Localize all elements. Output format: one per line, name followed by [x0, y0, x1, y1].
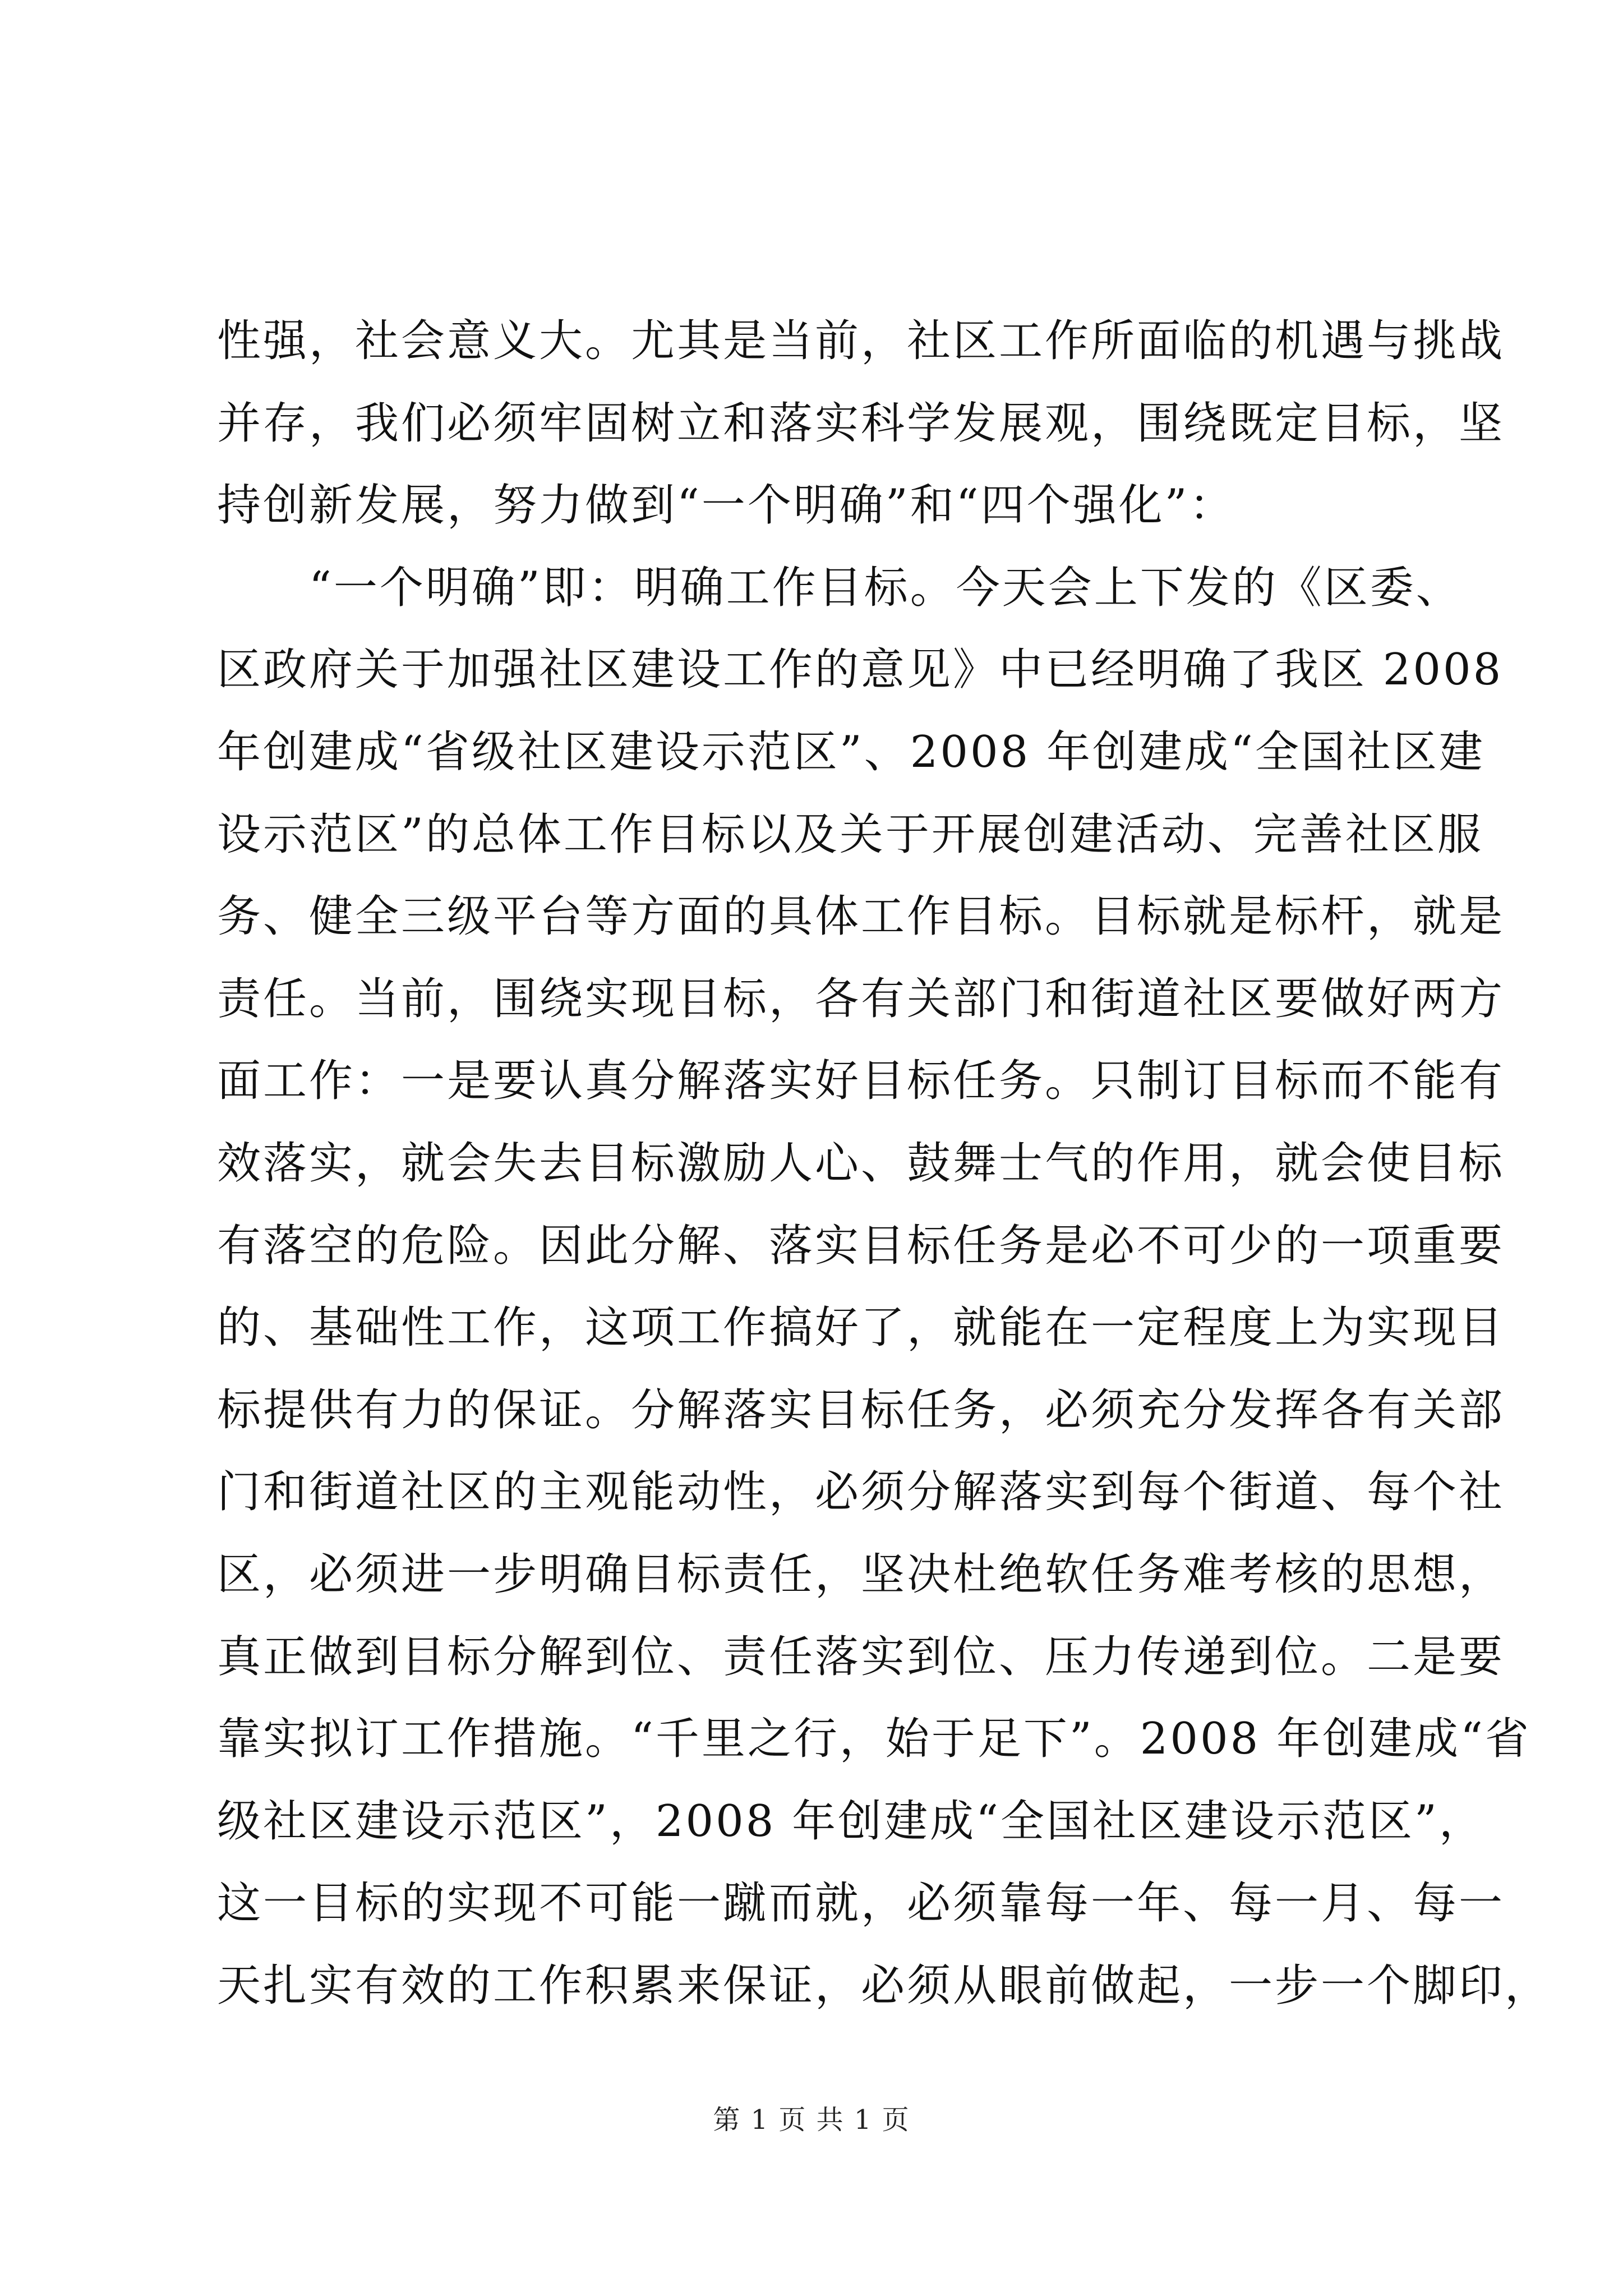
text-line: 性强，社会意义大。尤其是当前，社区工作所面临的机遇与挑战 — [217, 316, 1505, 366]
text-line: 年创建成“省级社区建设示范区”、2008 年创建成“全国社区建 — [217, 726, 1485, 777]
text-line: 这一目标的实现不可能一蹴而就，必须靠每一年、每一月、每一 — [217, 1878, 1505, 1929]
page-number-footer: 第 1 页 共 1 页 — [713, 2104, 910, 2136]
text-line: 真正做到目标分解到位、责任落实到位、压力传递到位。二是要 — [217, 1631, 1505, 1682]
text-line: 效落实，就会失去目标激励人心、鼓舞士气的作用，就会使目标 — [217, 1138, 1505, 1189]
text-line: “一个明确”即：明确工作目标。今天会上下发的《区委、 — [217, 562, 1462, 613]
text-line: 的、基础性工作，这项工作搞好了，就能在一定程度上为实现目 — [217, 1303, 1505, 1354]
text-line: 务、健全三级平台等方面的具体工作目标。目标就是标杆，就是 — [217, 891, 1505, 942]
text-line: 区政府关于加强社区建设工作的意见》中已经明确了我区 2008 — [217, 645, 1504, 696]
text-line: 责任。当前，围绕实现目标，各有关部门和街道社区要做好两方 — [217, 973, 1505, 1024]
text-line: 区，必须进一步明确目标责任，坚决杜绝软任务难考核的思想， — [217, 1549, 1505, 1600]
text-line: 靠实拟订工作措施。“千里之行，始于足下”。2008 年创建成“省 — [217, 1714, 1531, 1765]
text-line: 面工作：一是要认真分解落实好目标任务。只制订目标而不能有 — [217, 1056, 1505, 1107]
text-line: 天扎实有效的工作积累来保证，必须从眼前做起，一步一个脚印， — [217, 1960, 1551, 2011]
text-line: 标提供有力的保证。分解落实目标任务，必须充分发挥各有关部 — [217, 1384, 1505, 1435]
text-line: 门和街道社区的主观能动性，必须分解落实到每个街道、每个社 — [217, 1467, 1505, 1518]
text-line: 有落空的危险。因此分解、落实目标任务是必不可少的一项重要 — [217, 1220, 1505, 1271]
body-text — [217, 300, 1551, 2027]
text-line: 持创新发展，努力做到“一个明确”和“四个强化”： — [217, 480, 1235, 531]
text-line: 并存，我们必须牢固树立和落实科学发展观，围绕既定目标，坚 — [217, 398, 1505, 449]
text-line: 设示范区”的总体工作目标以及关于开展创建活动、完善社区服 — [217, 809, 1483, 860]
text-line: 级社区建设示范区”，2008 年创建成“全国社区建设示范区”， — [217, 1796, 1485, 1847]
